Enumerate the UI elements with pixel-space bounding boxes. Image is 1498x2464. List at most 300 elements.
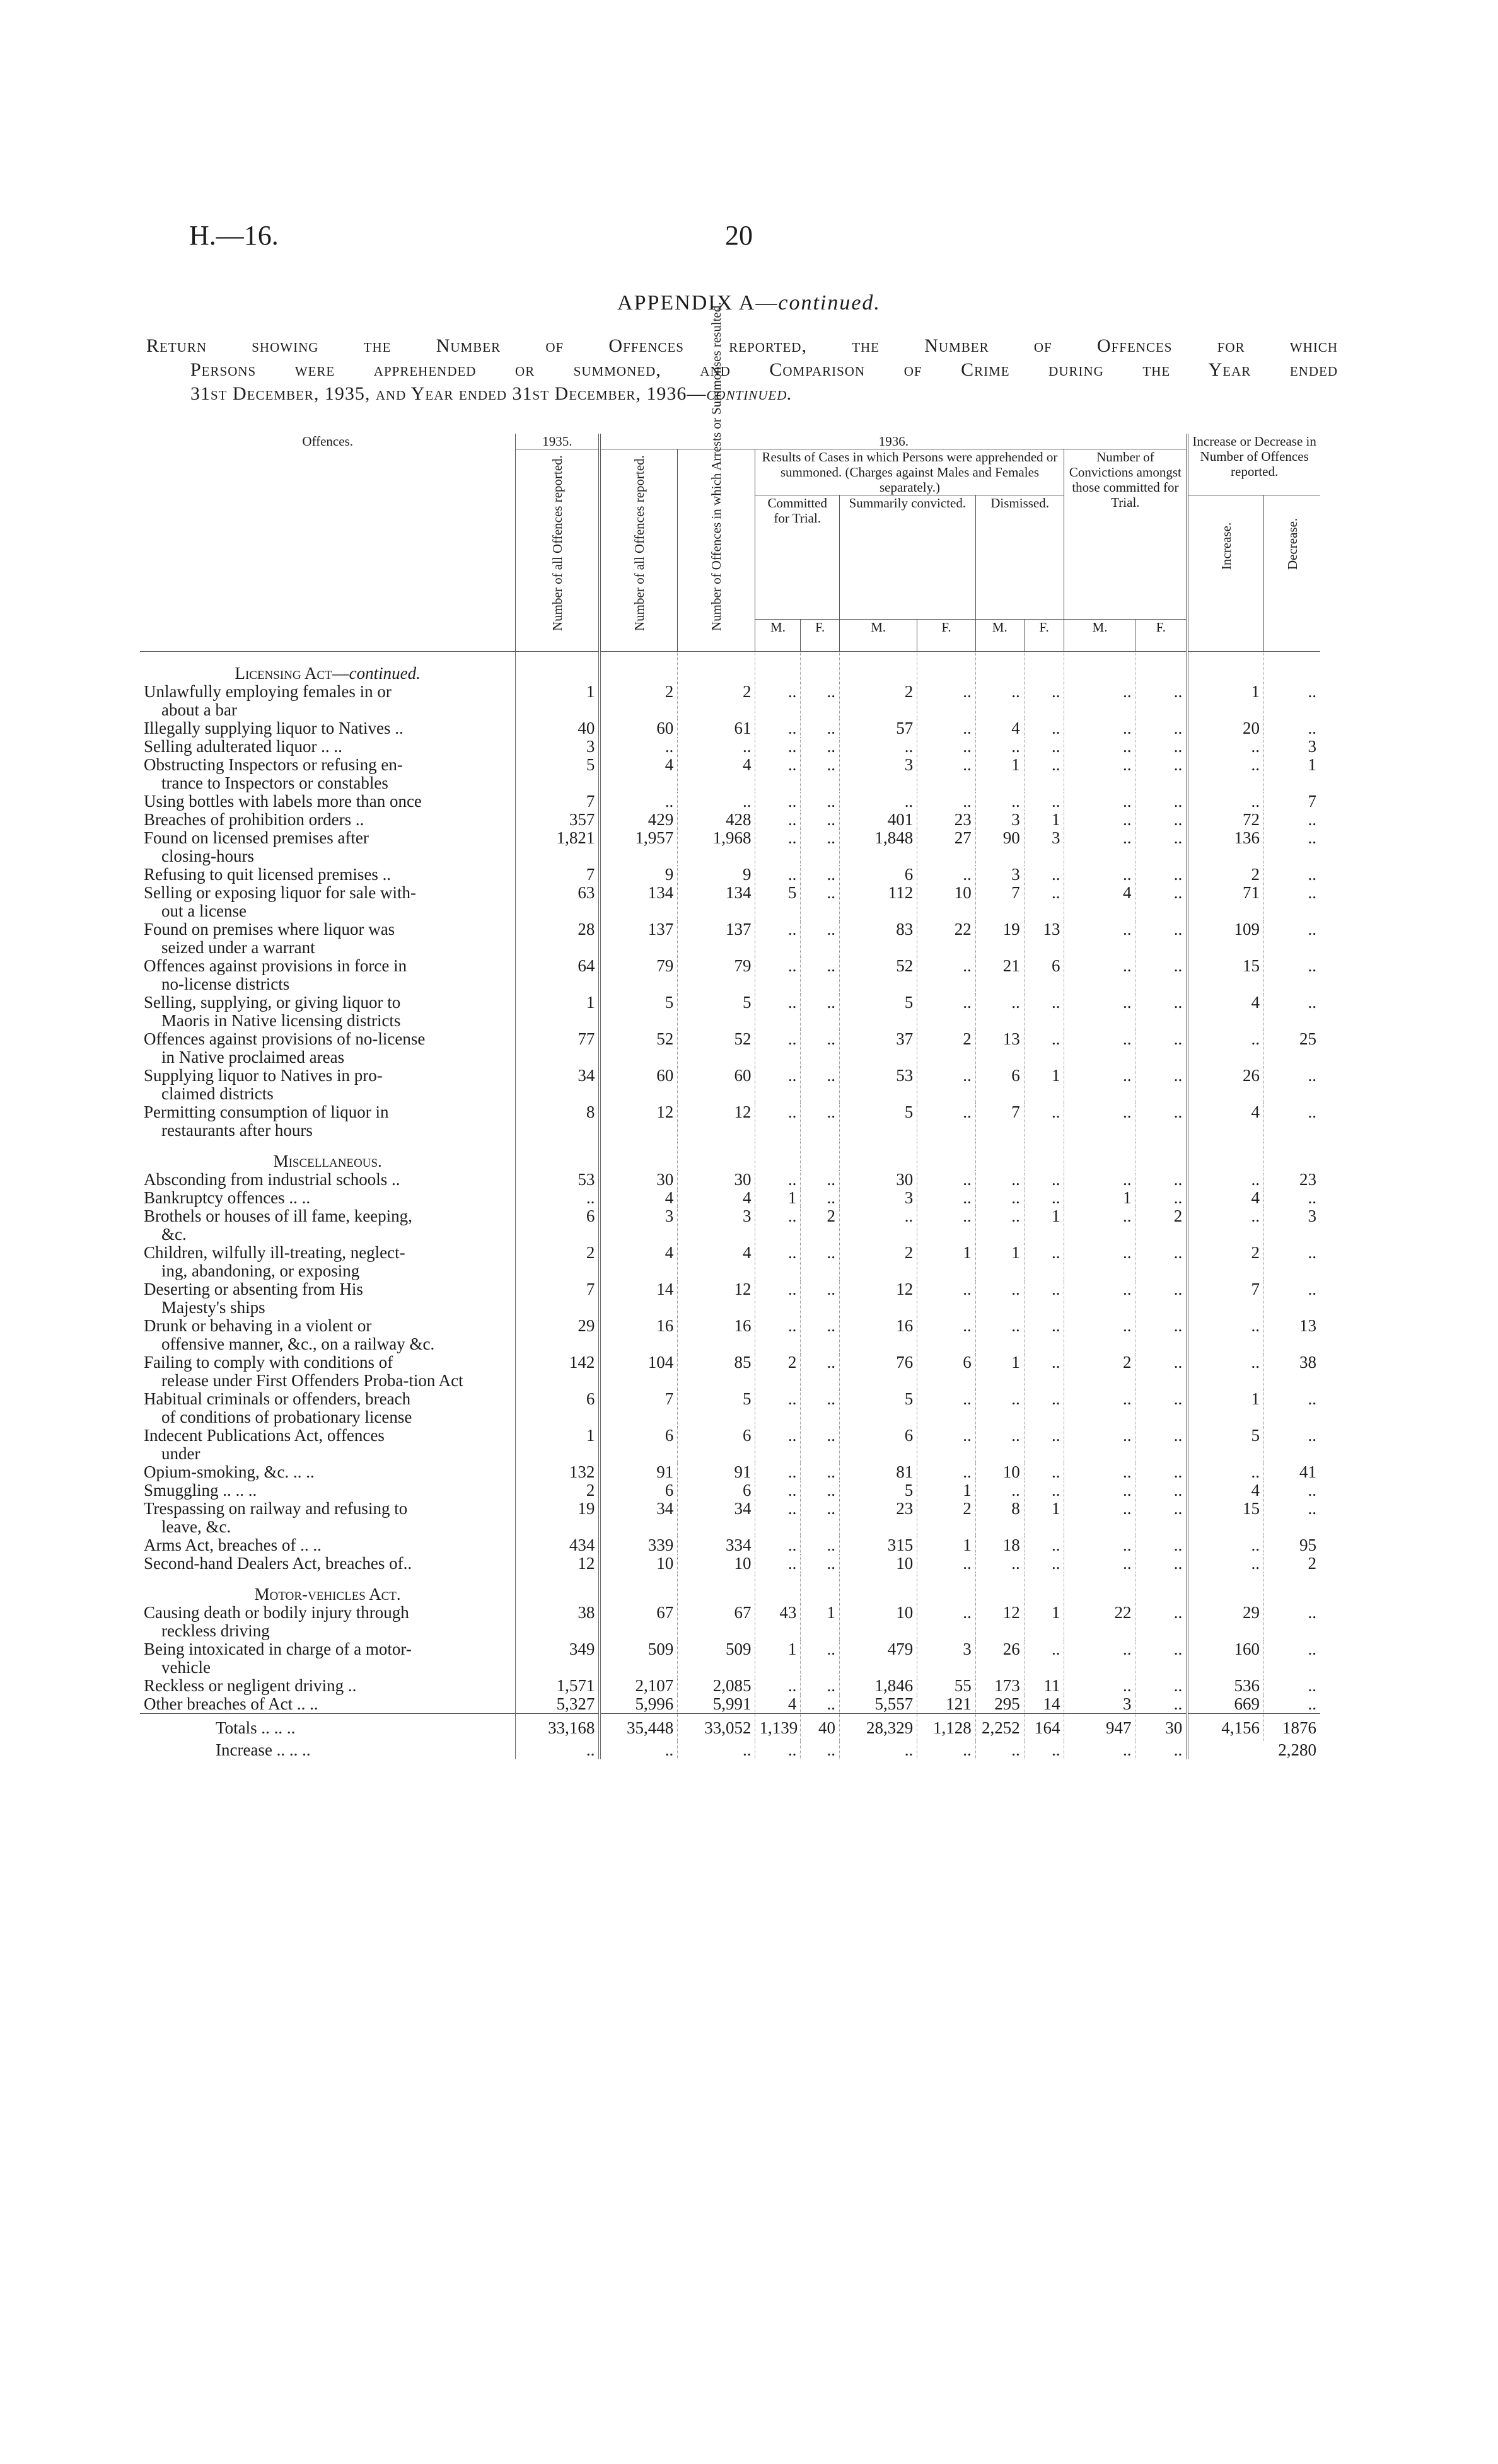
offence-label: Drunk or behaving in a violent or offensive manner, &c., on a railway &c.	[140, 1317, 516, 1353]
table-cell: ..	[801, 1695, 840, 1714]
table-cell: ..	[1135, 1604, 1187, 1640]
table-cell: ..	[1135, 683, 1187, 719]
table-cell: 37	[840, 1030, 917, 1067]
table-cell: ..	[975, 1481, 1024, 1500]
header-offences: Offences.	[140, 434, 516, 652]
table-cell: 5	[840, 1481, 917, 1500]
table-cell: ..	[1064, 865, 1135, 884]
table-cell: 64	[516, 957, 600, 993]
table-cell: 1	[1024, 1604, 1064, 1640]
table-cell: ..	[1024, 1536, 1064, 1554]
offence-label: Second-hand Dealers Act, breaches of..	[140, 1554, 516, 1573]
table-cell-empty	[1264, 1140, 1320, 1171]
table-cell: 4	[678, 1244, 755, 1280]
table-cell: ..	[840, 792, 917, 811]
table-cell: ..	[755, 1067, 801, 1103]
table-cell-empty	[975, 1573, 1024, 1604]
table-cell: ..	[1264, 811, 1320, 829]
table-cell: 5,557	[840, 1695, 917, 1714]
table-cell: ..	[1264, 1695, 1320, 1714]
table-cell: ..	[600, 737, 677, 756]
table-cell: ..	[801, 756, 840, 792]
table-row	[140, 1481, 1320, 1500]
table-cell: 6	[516, 1207, 600, 1244]
table-cell: ..	[917, 957, 975, 993]
table-cell: 160	[1187, 1640, 1263, 1677]
table-cell: 4	[600, 1189, 677, 1207]
table-cell: ..	[1264, 1103, 1320, 1140]
table-cell: ..	[1187, 737, 1263, 756]
table-cell: 30	[840, 1171, 917, 1189]
table-cell: 7	[1187, 1280, 1263, 1317]
table-cell: 6	[917, 1353, 975, 1390]
table-cell: ..	[801, 884, 840, 920]
table-cell: 1	[1064, 1189, 1135, 1207]
table-cell-empty	[1187, 1573, 1263, 1604]
table-cell: ..	[1064, 1067, 1135, 1103]
header-dismissed: Dismissed.	[975, 495, 1064, 620]
table-cell-empty	[840, 1140, 917, 1171]
table-cell: 63	[516, 884, 600, 920]
section-title: Motor-vehicles Act.	[140, 1573, 516, 1604]
header-reported-1935: Number of all Offences reported.	[516, 449, 600, 652]
table-cell: 35,448	[600, 1714, 677, 1742]
table-cell-empty	[516, 1573, 600, 1604]
table-cell: 23	[1264, 1171, 1320, 1189]
table-cell: ..	[1024, 683, 1064, 719]
table-cell: 339	[600, 1536, 677, 1554]
table-cell: 1	[1024, 811, 1064, 829]
table-cell: 34	[516, 1067, 600, 1103]
table-cell: ..	[917, 993, 975, 1030]
table-cell: 21	[975, 957, 1024, 993]
table-cell: ..	[1024, 1030, 1064, 1067]
table-cell: 10	[840, 1554, 917, 1573]
table-cell: 20	[1187, 719, 1263, 737]
table-cell: 2	[840, 1244, 917, 1280]
table-cell: 16	[678, 1317, 755, 1353]
table-cell-empty	[755, 1140, 801, 1171]
table-cell: ..	[1264, 1390, 1320, 1426]
table-cell-empty	[801, 1573, 840, 1604]
table-cell: 14	[1024, 1695, 1064, 1714]
table-cell: 60	[600, 719, 677, 737]
table-cell-empty	[917, 1140, 975, 1171]
table-cell: ..	[516, 1189, 600, 1207]
table-cell-empty	[1264, 1573, 1320, 1604]
table-cell: 83	[840, 920, 917, 957]
header-committed-m: M.	[755, 619, 801, 651]
table-cell: ..	[1264, 957, 1320, 993]
table-cell: ..	[1024, 1741, 1064, 1759]
table-cell: 1	[917, 1481, 975, 1500]
table-cell: ..	[600, 1741, 677, 1759]
table-cell: 3	[840, 1189, 917, 1207]
table-cell: ..	[755, 1030, 801, 1067]
table-cell: 60	[600, 1067, 677, 1103]
table-cell: ..	[755, 1741, 801, 1759]
table-cell: ..	[975, 1280, 1024, 1317]
table-cell: ..	[975, 1426, 1024, 1463]
table-cell: ..	[1064, 683, 1135, 719]
totals-row	[140, 1714, 1320, 1742]
table-cell-empty	[600, 1573, 677, 1604]
table-cell: ..	[1024, 737, 1064, 756]
table-cell: ..	[1064, 1463, 1135, 1481]
table-cell: ..	[755, 792, 801, 811]
header-results-group: Results of Cases in which Persons were apprehended or summoned. (Charges against Males and Females separately.)	[755, 449, 1064, 495]
table-cell: ..	[801, 1741, 840, 1759]
offence-label: Habitual criminals or offenders, breach of conditions of probationary license	[140, 1390, 516, 1426]
table-cell: ..	[1187, 1353, 1263, 1390]
table-cell: ..	[1135, 1317, 1187, 1353]
table-cell: ..	[1135, 865, 1187, 884]
table-cell: ..	[801, 792, 840, 811]
appendix-title: APPENDIX A—continued.	[617, 291, 881, 315]
section-header-row	[140, 1573, 1320, 1604]
table-cell: ..	[1135, 756, 1187, 792]
table-row	[140, 1554, 1320, 1573]
table-cell: 7	[975, 1103, 1024, 1140]
table-cell-empty	[917, 1573, 975, 1604]
table-cell: 3	[600, 1207, 677, 1244]
offence-label: Smuggling .. .. ..	[140, 1481, 516, 1500]
table-cell-empty	[678, 1573, 755, 1604]
table-cell: 55	[917, 1677, 975, 1695]
table-cell: 1	[917, 1536, 975, 1554]
table-cell: 4	[678, 756, 755, 792]
table-cell: ..	[1135, 1189, 1187, 1207]
table-cell: ..	[840, 737, 917, 756]
table-cell: ..	[975, 737, 1024, 756]
table-cell: 10	[678, 1554, 755, 1573]
table-cell: 6	[600, 1481, 677, 1500]
table-cell: 1,846	[840, 1677, 917, 1695]
table-cell: 79	[678, 957, 755, 993]
table-cell: 3	[516, 737, 600, 756]
table-cell: 12	[678, 1280, 755, 1317]
table-row	[140, 1426, 1320, 1463]
table-cell: ..	[1264, 1426, 1320, 1463]
table-cell: ..	[801, 719, 840, 737]
table-cell: ..	[1135, 993, 1187, 1030]
table-cell: 33,168	[516, 1714, 600, 1742]
table-cell: ..	[840, 1741, 917, 1759]
table-cell: ..	[1064, 1244, 1135, 1280]
table-cell: ..	[801, 829, 840, 865]
table-cell: 43	[755, 1604, 801, 1640]
table-cell-empty	[801, 652, 840, 683]
table-cell: 4	[1064, 884, 1135, 920]
table-cell: 22	[1064, 1604, 1135, 1640]
table-cell: 6	[840, 865, 917, 884]
table-cell: 137	[600, 920, 677, 957]
table-cell: ..	[1024, 719, 1064, 737]
table-cell: ..	[1187, 756, 1263, 792]
table-cell: 52	[600, 1030, 677, 1067]
table-cell: ..	[1024, 1426, 1064, 1463]
table-cell: 6	[1024, 957, 1064, 993]
table-cell: 2	[755, 1353, 801, 1390]
table-cell: ..	[1135, 1463, 1187, 1481]
table-cell: 4	[600, 756, 677, 792]
table-cell: 60	[678, 1067, 755, 1103]
table-cell: ..	[917, 1189, 975, 1207]
table-cell: ..	[755, 920, 801, 957]
table-cell-empty	[1187, 652, 1263, 683]
table-cell: 536	[1187, 1677, 1263, 1695]
header-convictions-f: F.	[1135, 619, 1187, 651]
table-cell: 3	[1264, 737, 1320, 756]
table-cell: 4	[755, 1695, 801, 1714]
table-cell: 7	[516, 865, 600, 884]
table-cell: ..	[917, 1390, 975, 1426]
table-cell: 10	[600, 1554, 677, 1573]
table-row	[140, 1463, 1320, 1481]
header-committed: Committed for Trial.	[755, 495, 840, 620]
table-cell-empty	[1135, 1140, 1187, 1171]
table-cell: ..	[1064, 1677, 1135, 1695]
table-cell: ..	[1135, 1481, 1187, 1500]
table-cell: 1	[1024, 1067, 1064, 1103]
table-cell: 76	[840, 1353, 917, 1390]
table-cell: 2	[1264, 1554, 1320, 1573]
table-cell: 1	[1024, 1500, 1064, 1536]
table-cell: ..	[1064, 1741, 1135, 1759]
table-cell: 13	[975, 1030, 1024, 1067]
table-cell: ..	[1264, 1481, 1320, 1500]
table-cell: 12	[600, 1103, 677, 1140]
table-cell: 1	[755, 1640, 801, 1677]
table-cell: ..	[755, 1554, 801, 1573]
table-cell: 134	[600, 884, 677, 920]
header-committed-f: F.	[801, 619, 840, 651]
table-cell: 2	[516, 1244, 600, 1280]
table-cell: 164	[1024, 1714, 1064, 1742]
table-cell: ..	[1064, 920, 1135, 957]
table-cell: ..	[755, 829, 801, 865]
table-cell: ..	[917, 792, 975, 811]
table-cell: 91	[600, 1463, 677, 1481]
table-cell: ..	[1187, 1536, 1263, 1554]
offence-label: Refusing to quit licensed premises ..	[140, 865, 516, 884]
table-cell: ..	[801, 920, 840, 957]
table-cell: ..	[1187, 1463, 1263, 1481]
table-cell: ..	[1264, 1067, 1320, 1103]
table-cell: 4	[678, 1189, 755, 1207]
table-row	[140, 683, 1320, 719]
table-cell: ..	[917, 1463, 975, 1481]
table-cell: 2	[801, 1207, 840, 1244]
header-year-1936: 1936.	[600, 434, 1187, 449]
table-cell-empty	[755, 1573, 801, 1604]
header-reported-1936: Number of all Offences reported.	[600, 449, 677, 652]
table-cell: 2	[917, 1030, 975, 1067]
table-cell: 1876	[1264, 1714, 1320, 1742]
totals-label: Totals .. .. ..	[140, 1714, 516, 1742]
table-cell: ..	[801, 811, 840, 829]
table-cell: 3	[840, 756, 917, 792]
table-cell: 34	[678, 1500, 755, 1536]
table-cell: 23	[840, 1500, 917, 1536]
table-cell: ..	[1264, 1280, 1320, 1317]
table-cell: 1,848	[840, 829, 917, 865]
table-cell: ..	[755, 865, 801, 884]
table-cell: 57	[840, 719, 917, 737]
table-cell-empty	[516, 652, 600, 683]
table-cell: 13	[1024, 920, 1064, 957]
table-cell: 1,957	[600, 829, 677, 865]
table-row	[140, 884, 1320, 920]
table-cell: ..	[1064, 1640, 1135, 1677]
offence-label: Deserting or absenting from His Majesty's ships	[140, 1280, 516, 1317]
table-cell: 25	[1264, 1030, 1320, 1067]
header-increase: Increase.	[1187, 495, 1263, 652]
table-cell: ..	[755, 1463, 801, 1481]
table-cell: 4	[1187, 1103, 1263, 1140]
table-cell: ..	[917, 1280, 975, 1317]
table-cell: ..	[1264, 920, 1320, 957]
table-cell: 2	[1064, 1353, 1135, 1390]
table-cell: ..	[801, 865, 840, 884]
offence-label: Selling or exposing liquor for sale with- out a license	[140, 884, 516, 920]
table-cell: ..	[1187, 1207, 1263, 1244]
table-cell: ..	[1135, 811, 1187, 829]
table-cell: 1	[975, 1353, 1024, 1390]
table-cell: 4	[1187, 993, 1263, 1030]
table-cell: 34	[600, 1500, 677, 1536]
table-cell: ..	[1264, 1604, 1320, 1640]
table-cell: 7	[600, 1390, 677, 1426]
table-cell: ..	[755, 1317, 801, 1353]
table-cell-empty	[1064, 1140, 1135, 1171]
table-cell: 136	[1187, 829, 1263, 865]
table-cell: ..	[975, 1207, 1024, 1244]
offence-label: Permitting consumption of liquor in restaurants after hours	[140, 1103, 516, 1140]
table-cell: ..	[755, 1426, 801, 1463]
table-row	[140, 1604, 1320, 1640]
table-cell-empty	[516, 1140, 600, 1171]
table-cell: ..	[975, 1171, 1024, 1189]
table-cell: 5	[840, 993, 917, 1030]
table-cell: 7	[1264, 792, 1320, 811]
offence-label: Indecent Publications Act, offences under	[140, 1426, 516, 1463]
table-cell: ..	[801, 1640, 840, 1677]
table-cell: ..	[755, 1207, 801, 1244]
table-cell-empty	[600, 1140, 677, 1171]
offence-label: Causing death or bodily injury through reckless driving	[140, 1604, 516, 1640]
table-cell: ..	[801, 1481, 840, 1500]
table-cell: ..	[755, 957, 801, 993]
table-cell: ..	[1064, 1207, 1135, 1244]
table-cell: ..	[516, 1741, 600, 1759]
table-cell: 67	[678, 1604, 755, 1640]
table-row	[140, 993, 1320, 1030]
table-cell: 40	[516, 719, 600, 737]
table-cell: ..	[801, 1280, 840, 1317]
table-cell: 2,252	[975, 1714, 1024, 1742]
table-cell-empty	[975, 1140, 1024, 1171]
offence-label: Selling, supplying, or giving liquor to Maoris in Native licensing districts	[140, 993, 516, 1030]
table-cell: 7	[975, 884, 1024, 920]
table-cell: ..	[1264, 865, 1320, 884]
header-summarily-f: F.	[917, 619, 975, 651]
table-cell-empty	[1135, 1573, 1187, 1604]
table-cell: ..	[1135, 920, 1187, 957]
table-cell: 71	[1187, 884, 1263, 920]
table-body	[140, 652, 1320, 1760]
table-cell: ..	[975, 1390, 1024, 1426]
table-cell-empty	[600, 652, 677, 683]
table-row	[140, 1353, 1320, 1390]
table-cell: 28	[516, 920, 600, 957]
header-summarily-m: M.	[840, 619, 917, 651]
table-cell: 53	[840, 1067, 917, 1103]
table-cell: ..	[1264, 683, 1320, 719]
table-row	[140, 1244, 1320, 1280]
table-cell: ..	[975, 1741, 1024, 1759]
table-cell: 5	[678, 993, 755, 1030]
table-cell: 18	[975, 1536, 1024, 1554]
table-cell: 3	[1024, 829, 1064, 865]
offence-label: Bankruptcy offences .. ..	[140, 1189, 516, 1207]
table-cell: ..	[1264, 1640, 1320, 1677]
table-cell: 3	[1064, 1695, 1135, 1714]
table-cell: ..	[1024, 1481, 1064, 1500]
table-cell: 3	[975, 811, 1024, 829]
table-cell: 5	[678, 1390, 755, 1426]
table-cell: ..	[1135, 792, 1187, 811]
table-cell: 13	[1264, 1317, 1320, 1353]
table-row	[140, 1640, 1320, 1677]
table-cell: 5,327	[516, 1695, 600, 1714]
table-cell: 26	[975, 1640, 1024, 1677]
table-cell: 4	[1187, 1481, 1263, 1500]
table-cell: ..	[678, 1741, 755, 1759]
table-cell: 109	[1187, 920, 1263, 957]
table-row	[140, 1207, 1320, 1244]
offence-label: Selling adulterated liquor .. ..	[140, 737, 516, 756]
table-cell: ..	[801, 1317, 840, 1353]
offence-label: Breaches of prohibition orders ..	[140, 811, 516, 829]
table-cell: 6	[600, 1426, 677, 1463]
table-cell: ..	[975, 1189, 1024, 1207]
table-row	[140, 829, 1320, 865]
table-cell: 4,156	[1187, 1714, 1263, 1742]
net-increase: 2,280	[1187, 1741, 1320, 1759]
table-cell: ..	[801, 1554, 840, 1573]
table-cell: ..	[1024, 1171, 1064, 1189]
table-cell: 61	[678, 719, 755, 737]
table-cell: 2	[1135, 1207, 1187, 1244]
table-cell: ..	[1024, 1640, 1064, 1677]
table-cell: 1	[1264, 756, 1320, 792]
table-cell: ..	[1064, 1536, 1135, 1554]
offence-label: Children, wilfully ill-treating, neglect- ing, abandoning, or exposing	[140, 1244, 516, 1280]
table-cell: 1	[516, 1426, 600, 1463]
table-cell: 112	[840, 884, 917, 920]
table-cell: ..	[801, 1244, 840, 1280]
table-cell: ..	[678, 737, 755, 756]
table-cell-empty	[1064, 652, 1135, 683]
table-cell-empty	[801, 1140, 840, 1171]
table-cell: ..	[755, 737, 801, 756]
table-cell: 30	[600, 1171, 677, 1189]
table-cell: ..	[801, 1426, 840, 1463]
table-cell: ..	[1135, 1500, 1187, 1536]
table-cell: ..	[917, 756, 975, 792]
table-cell-empty	[1135, 652, 1187, 683]
